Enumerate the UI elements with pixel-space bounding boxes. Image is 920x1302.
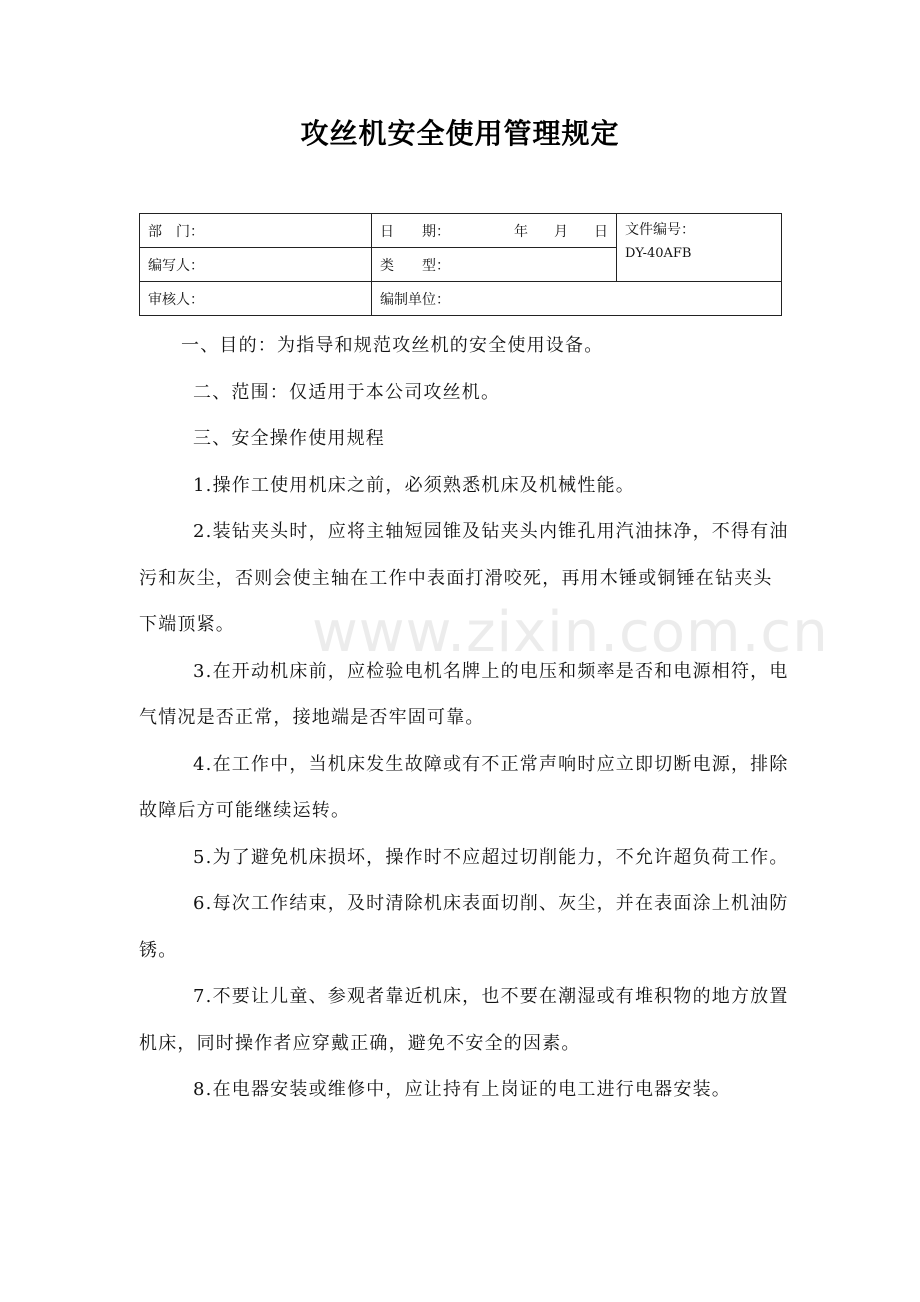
- section-scope: 二、范围：仅适用于本公司攻丝机。: [193, 381, 501, 403]
- rule-item: 5.为了避免机床损坏，操作时不应超过切削能力，不允许超负荷工作。: [193, 846, 789, 868]
- rule-item: 8.在电器安装或维修中，应让持有上岗证的电工进行电器安装。: [193, 1079, 731, 1100]
- date-month: 月: [554, 223, 568, 240]
- date-label: 日 期：: [380, 223, 450, 240]
- rule-item: 6.每次工作结束，及时清除机床表面切削、灰尘，并在表面涂上机油防锈。: [139, 893, 789, 961]
- department-cell: [140, 214, 372, 248]
- date-year: 年: [514, 223, 528, 240]
- author-cell: [140, 248, 372, 282]
- department-label: 部 门：: [148, 223, 204, 240]
- info-row-1: [140, 214, 782, 248]
- author-label: 编写人：: [148, 257, 204, 274]
- rule-item: 2.装钻夹头时，应将主轴短园锥及钻夹头内锥孔用汽油抹净，不得有油污和灰尘，否则会使主轴在工作中表面打滑咬死，再用木锤或铜锤在钻夹头下端顶紧。: [139, 521, 789, 635]
- type-cell: [372, 248, 617, 282]
- rule-item: 4.在工作中，当机床发生故障或有不正常声响时应立即切断电源，排除故障后方可能继续运转。: [139, 753, 789, 821]
- date-day: 日: [594, 223, 608, 240]
- page-title: 攻丝机安全使用管理规定: [300, 117, 620, 150]
- rule-item: 7.不要让儿童、参观者靠近机床，也不要在潮湿或有堆积物的地方放置机床，同时操作者应穿戴正确，避免不安全的因素。: [139, 986, 789, 1054]
- document-body: [139, 323, 791, 1114]
- doc-number-label: 文件编号：: [625, 222, 695, 238]
- reviewer-cell: [140, 282, 372, 316]
- reviewer-label: 审核人：: [148, 291, 204, 308]
- doc-number-cell: [617, 214, 782, 282]
- date-cell: [372, 214, 617, 248]
- info-row-3: [140, 282, 782, 316]
- doc-number-value: DY-40AFB: [625, 246, 692, 261]
- rule-item: 3.在开动机床前，应检验电机名牌上的电压和频率是否和电源相符，电气情况是否正常，接地端是否牢固可靠。: [139, 660, 789, 728]
- unit-cell: [372, 282, 782, 316]
- rule-item: 1.操作工使用机床之前，必须熟悉机床及机械性能。: [193, 474, 635, 496]
- section-rules-heading: 三、安全操作使用规程: [193, 428, 385, 449]
- section-purpose: 一、目的：为指导和规范攻丝机的安全使用设备。: [181, 335, 604, 356]
- watermark-text: www.zixin.com.cn: [312, 600, 829, 665]
- unit-label: 编制单位：: [380, 291, 450, 308]
- document-info-table: [139, 213, 782, 316]
- type-label: 类 型：: [380, 257, 450, 274]
